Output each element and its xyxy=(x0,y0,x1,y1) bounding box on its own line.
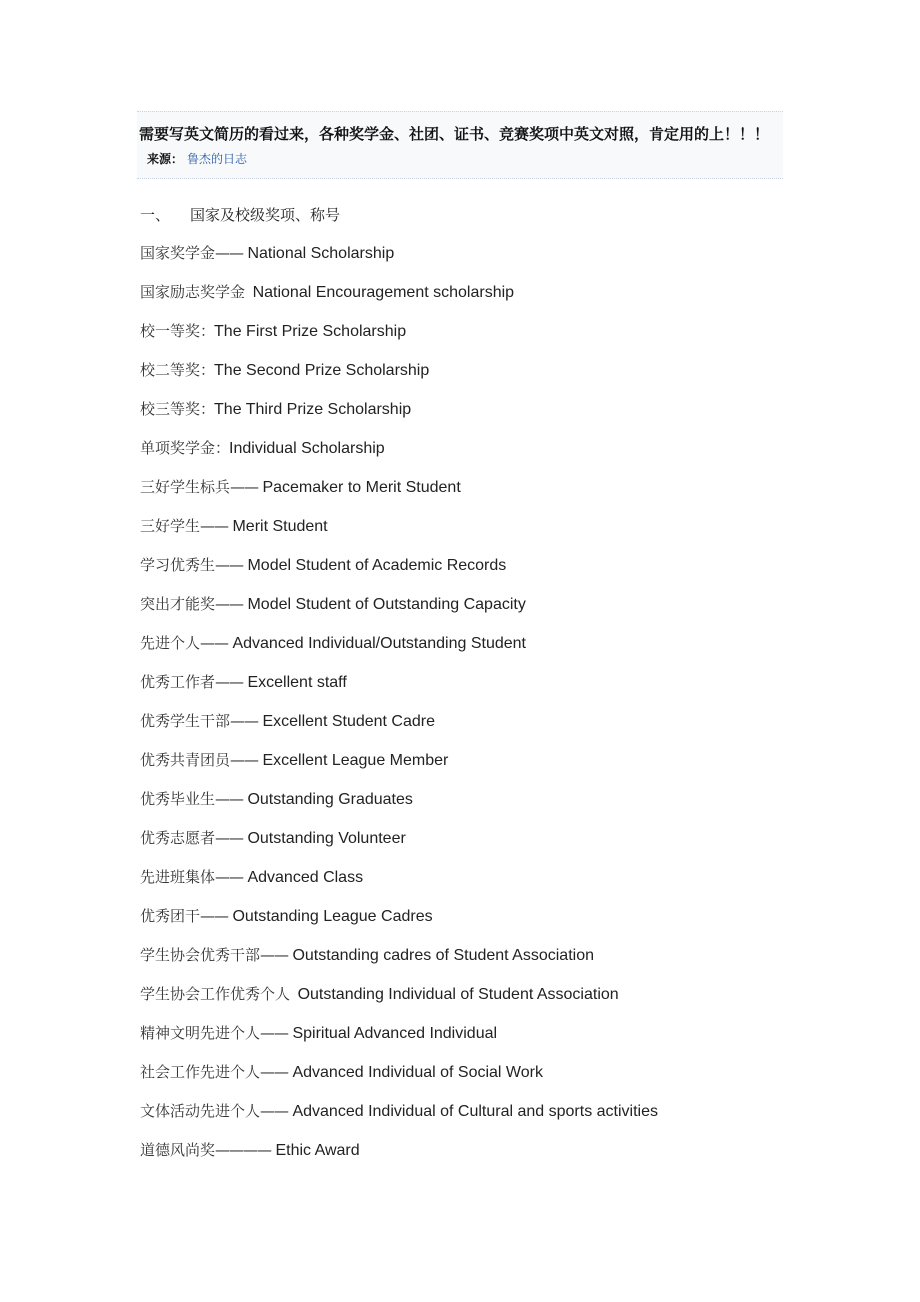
separator: ： xyxy=(200,400,215,418)
award-english-name: Merit Student xyxy=(228,518,328,535)
award-chinese-name: 突出才能奖 xyxy=(140,595,216,613)
award-english-name: Outstanding Individual of Student Association xyxy=(297,986,619,1003)
separator: —— xyxy=(230,751,259,769)
separator: —— xyxy=(260,1063,289,1081)
award-english-name: Excellent League Member xyxy=(258,752,449,769)
award-chinese-name: 优秀共青团员 xyxy=(140,751,231,769)
separator: —— xyxy=(215,790,244,808)
award-chinese-name: 单项奖学金 xyxy=(140,439,216,457)
award-english-name: The Second Prize Scholarship xyxy=(214,362,430,379)
award-chinese-name: 优秀毕业生 xyxy=(140,790,216,808)
section-heading xyxy=(140,204,340,225)
award-english-name: Outstanding Graduates xyxy=(243,791,413,808)
separator xyxy=(290,985,298,1003)
award-chinese-name: 社会工作先进个人 xyxy=(140,1063,261,1081)
award-chinese-name: 校二等奖 xyxy=(140,361,201,379)
award-english-name: The First Prize Scholarship xyxy=(214,323,407,340)
separator: —— xyxy=(260,1024,289,1042)
source-label: 来源： xyxy=(147,152,184,166)
award-chinese-name: 优秀学生干部 xyxy=(140,712,231,730)
separator: —— xyxy=(230,712,259,730)
separator: —— xyxy=(215,868,244,886)
award-chinese-name: 精神文明先进个人 xyxy=(140,1024,261,1042)
list-item xyxy=(140,1138,840,1177)
list-item xyxy=(140,1099,840,1138)
award-english-name: National Encouragement scholarship xyxy=(252,284,515,301)
separator: —— xyxy=(215,673,244,691)
list-item xyxy=(140,865,840,904)
list-item xyxy=(140,397,840,436)
list-item xyxy=(140,514,840,553)
award-english-name: Outstanding cadres of Student Association xyxy=(288,947,594,964)
post-header xyxy=(137,111,783,179)
award-chinese-name: 先进班集体 xyxy=(140,868,216,886)
separator: ： xyxy=(200,322,215,340)
award-chinese-name: 道德风尚奖 xyxy=(140,1141,216,1159)
award-chinese-name: 校三等奖 xyxy=(140,400,201,418)
list-item xyxy=(140,631,840,670)
award-english-name: Model Student of Academic Records xyxy=(243,557,507,574)
separator: —— xyxy=(230,478,259,496)
section-number: 一、 xyxy=(140,206,171,224)
award-chinese-name: 文体活动先进个人 xyxy=(140,1102,261,1120)
post-title xyxy=(139,122,781,171)
separator: ———— xyxy=(215,1141,272,1159)
separator: —— xyxy=(260,946,289,964)
award-chinese-name: 学生协会优秀干部 xyxy=(140,946,261,964)
post-title-text: 需要写英文简历的看过来，各种奖学金、社团、证书、竞赛奖项中英文对照，肯定用的上！！！ xyxy=(139,125,770,143)
list-item xyxy=(140,904,840,943)
award-chinese-name: 优秀团干 xyxy=(140,907,201,925)
award-chinese-name: 三好学生 xyxy=(140,517,201,535)
separator: —— xyxy=(215,556,244,574)
award-chinese-name: 优秀工作者 xyxy=(140,673,216,691)
award-english-name: Advanced Class xyxy=(243,869,364,886)
award-english-name: Advanced Individual of Cultural and sports activities xyxy=(288,1103,658,1120)
list-item xyxy=(140,592,840,631)
list-item xyxy=(140,436,840,475)
award-english-name: Advanced Individual/Outstanding Student xyxy=(228,635,526,652)
award-chinese-name: 先进个人 xyxy=(140,634,201,652)
award-english-name: Advanced Individual of Social Work xyxy=(288,1064,543,1081)
separator: —— xyxy=(200,634,229,652)
list-item xyxy=(140,982,840,1021)
separator: —— xyxy=(200,517,229,535)
separator: —— xyxy=(215,595,244,613)
award-chinese-name: 优秀志愿者 xyxy=(140,829,216,847)
award-chinese-name: 三好学生标兵 xyxy=(140,478,231,496)
award-english-name: National Scholarship xyxy=(243,245,395,262)
list-item xyxy=(140,553,840,592)
award-english-name: Outstanding Volunteer xyxy=(243,830,406,847)
source-link[interactable]: 鲁杰的日志 xyxy=(187,152,248,166)
award-english-name: Individual Scholarship xyxy=(229,440,385,457)
award-chinese-name: 学习优秀生 xyxy=(140,556,216,574)
award-english-name: Excellent staff xyxy=(243,674,347,691)
award-english-name: The Third Prize Scholarship xyxy=(214,401,412,418)
award-english-name: Pacemaker to Merit Student xyxy=(258,479,461,496)
award-english-name: Excellent Student Cadre xyxy=(258,713,436,730)
separator: ： xyxy=(200,361,215,379)
list-item xyxy=(140,826,840,865)
separator: —— xyxy=(260,1102,289,1120)
award-chinese-name: 学生协会工作优秀个人 xyxy=(140,985,291,1003)
separator: —— xyxy=(215,829,244,847)
list-item xyxy=(140,241,840,280)
separator: —— xyxy=(200,907,229,925)
separator xyxy=(245,283,253,301)
award-english-name: Ethic Award xyxy=(271,1142,360,1159)
award-chinese-name: 国家奖学金 xyxy=(140,244,216,262)
award-chinese-name: 国家励志奖学金 xyxy=(140,283,246,301)
award-english-name: Spiritual Advanced Individual xyxy=(288,1025,498,1042)
list-item xyxy=(140,358,840,397)
list-item xyxy=(140,319,840,358)
award-list xyxy=(140,241,840,1177)
list-item xyxy=(140,1021,840,1060)
list-item xyxy=(140,943,840,982)
list-item xyxy=(140,1060,840,1099)
list-item xyxy=(140,475,840,514)
award-chinese-name: 校一等奖 xyxy=(140,322,201,340)
section-title: 国家及校级奖项、称号 xyxy=(190,206,341,224)
award-english-name: Outstanding League Cadres xyxy=(228,908,433,925)
list-item xyxy=(140,709,840,748)
list-item xyxy=(140,280,840,319)
list-item xyxy=(140,670,840,709)
separator: —— xyxy=(215,244,244,262)
list-item xyxy=(140,748,840,787)
award-english-name: Model Student of Outstanding Capacity xyxy=(243,596,526,613)
list-item xyxy=(140,787,840,826)
separator: ： xyxy=(215,439,230,457)
